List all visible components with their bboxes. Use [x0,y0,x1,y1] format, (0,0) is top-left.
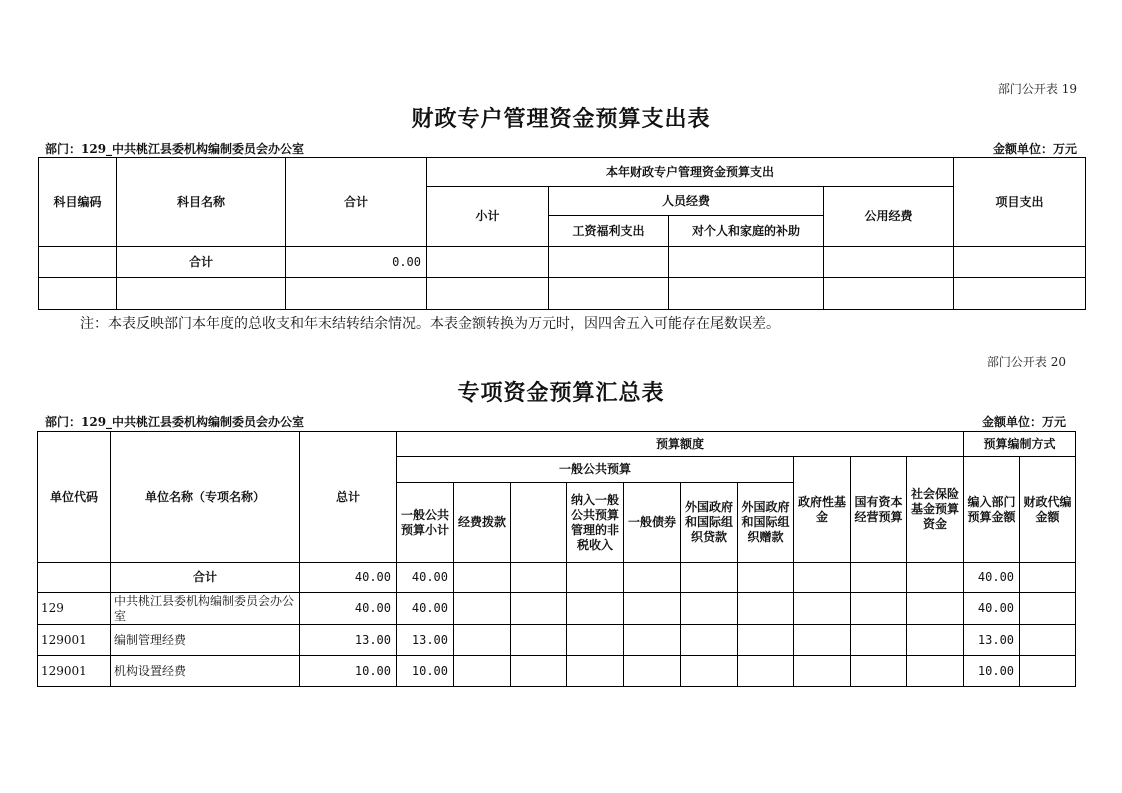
cell [954,247,1086,278]
cell [624,656,681,687]
cell [907,656,964,687]
cell [907,625,964,656]
page-label-20: 部门公开表 20 [986,355,1066,369]
cell [511,563,567,593]
cell [1020,593,1076,625]
cell [454,563,511,593]
cell [824,247,954,278]
cell-total: 40.00 [300,593,397,625]
cell [286,278,427,310]
header-soe: 国有资本经营预算 [851,457,907,563]
cell [681,593,738,625]
header-subtotal: 小计 [427,187,549,247]
cell [511,593,567,625]
header-personnel: 人员经费 [549,187,824,216]
cell-code: 129001 [38,625,111,656]
cell [1020,625,1076,656]
header-group: 本年财政专户管理资金预算支出 [427,158,954,187]
cell [624,563,681,593]
page-title-20: 专项资金预算汇总表 [457,380,665,406]
cell [1020,563,1076,593]
table-20 [37,431,1076,687]
header-gov-fund: 政府性基金 [794,457,851,563]
table-row [38,593,1076,625]
cell [567,656,624,687]
cell [681,656,738,687]
header-social: 社会保险基金预算资金 [907,457,964,563]
cell [738,563,794,593]
cell [454,625,511,656]
header-public: 公用经费 [824,187,954,247]
header-dept-budget: 编入部门预算金额 [964,457,1020,563]
cell-gen-subtotal: 40.00 [397,563,454,593]
unit-label-19: 金额单位：万元 [992,142,1077,156]
cell [454,656,511,687]
cell-name: 机构设置经费 [111,656,300,687]
cell-name: 编制管理经费 [111,625,300,656]
cell-total: 13.00 [300,625,397,656]
cell [681,563,738,593]
dept-label-19: 部门：129_中共桃江县委机构编制委员会办公室 [45,142,305,156]
cell [567,593,624,625]
cell [454,593,511,625]
unit-label-20: 金额单位：万元 [981,415,1066,429]
cell [738,593,794,625]
cell [567,625,624,656]
cell-code: 129001 [38,656,111,687]
header-gen-subtotal: 一般公共预算小计 [397,483,454,563]
cell [824,278,954,310]
header-unit-name: 单位名称（专项名称） [111,432,300,563]
cell [549,278,669,310]
cell-dept-budget: 40.00 [964,563,1020,593]
cell [39,278,117,310]
cell [567,563,624,593]
header-method: 预算编制方式 [964,432,1076,457]
cell-dept-budget: 13.00 [964,625,1020,656]
cell-gen-subtotal: 13.00 [397,625,454,656]
header-project: 项目支出 [954,158,1086,247]
cell [794,563,851,593]
header-code: 科目编码 [39,158,117,247]
cell-name: 合计 [117,247,286,278]
header-total: 合计 [286,158,427,247]
page-title-19: 财政专户管理资金预算支出表 [411,106,711,132]
header-name: 科目名称 [117,158,286,247]
cell [511,625,567,656]
header-unit-code: 单位代码 [38,432,111,563]
cell [1020,656,1076,687]
page-label-19: 部门公开表 19 [997,82,1077,96]
header-wages: 工资福利支出 [549,216,669,247]
table-row [38,563,1076,593]
cell [851,593,907,625]
cell-name: 中共桃江县委机构编制委员会办公室 [111,593,300,625]
cell-gen-subtotal: 40.00 [397,593,454,625]
cell [907,563,964,593]
cell-total: 10.00 [300,656,397,687]
cell [511,656,567,687]
cell-dept-budget: 40.00 [964,593,1020,625]
header-agency: 财政代编金额 [1020,457,1076,563]
cell [794,625,851,656]
header-general-budget: 一般公共预算 [397,457,794,483]
cell-code [38,563,111,593]
cell [907,593,964,625]
header-grand-total: 总计 [300,432,397,563]
cell [738,656,794,687]
cell [851,625,907,656]
cell [624,593,681,625]
cell-total: 0.00 [286,247,427,278]
cell [954,278,1086,310]
cell-total: 40.00 [300,563,397,593]
note-19: 注：本表反映部门本年度的总收支和年末结转结余情况。本表金额转换为万元时，因四舍五入可能存在尾数误差。 [80,316,780,332]
cell [669,247,824,278]
table-19 [38,157,1086,310]
header-bond: 一般债券 [624,483,681,563]
cell [117,278,286,310]
header-foreign-grant: 外国政府和国际组织赠款 [738,483,794,563]
cell [738,625,794,656]
cell-name: 合计 [111,563,300,593]
header-quota: 预算额度 [397,432,964,457]
cell [851,563,907,593]
header-blank [511,483,567,563]
cell-gen-subtotal: 10.00 [397,656,454,687]
cell-dept-budget: 10.00 [964,656,1020,687]
cell-code [39,247,117,278]
table-row [39,278,1086,310]
header-foreign-loan: 外国政府和国际组织贷款 [681,483,738,563]
cell [681,625,738,656]
cell [794,656,851,687]
cell-code: 129 [38,593,111,625]
cell [669,278,824,310]
table-row [39,247,1086,278]
header-subsidy: 对个人和家庭的补助 [669,216,824,247]
table-row [38,625,1076,656]
dept-label-20: 部门：129_中共桃江县委机构编制委员会办公室 [45,415,305,429]
header-nontax: 纳入一般公共预算管理的非税收入 [567,483,624,563]
cell [427,247,549,278]
header-fund-alloc: 经费拨款 [454,483,511,563]
cell [794,593,851,625]
cell [549,247,669,278]
cell [851,656,907,687]
table-row [38,656,1076,687]
cell [427,278,549,310]
cell [624,625,681,656]
